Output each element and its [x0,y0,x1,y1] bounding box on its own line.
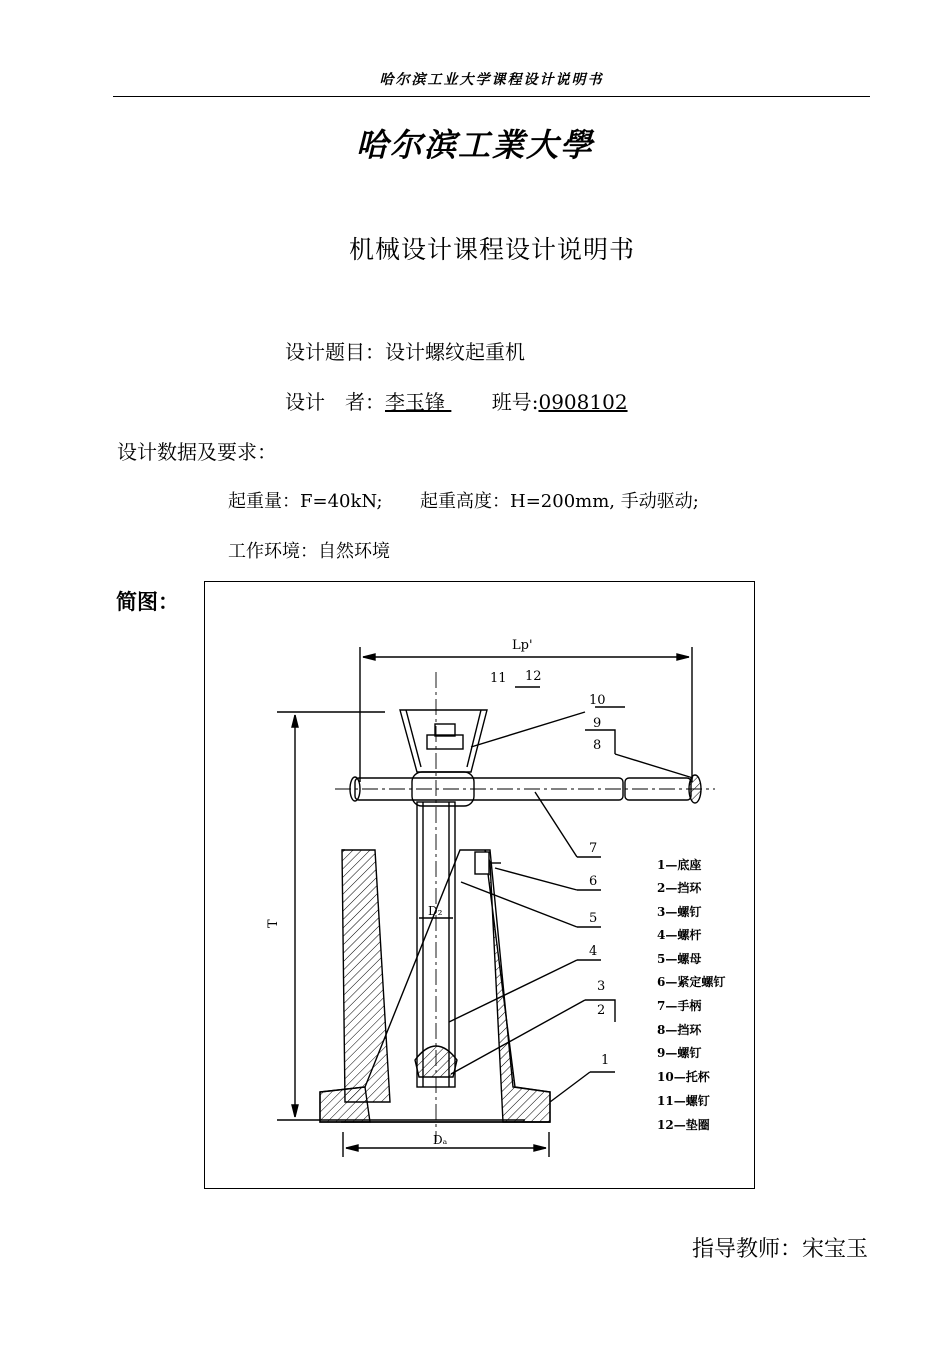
figure-label: 简图： [116,589,179,614]
callout-4: 4 [589,944,598,959]
callout-12: 12 [525,669,542,684]
callout-2: 2 [597,1003,606,1018]
callout-8: 8 [593,738,602,753]
legend-item-2: 2—挡环 [657,881,702,895]
drive-value: 手动驱动; [620,491,699,512]
callout-9: 9 [593,716,602,731]
class-label: 班号: [491,390,539,414]
topic-value: 设计螺纹起重机 [385,340,525,364]
env-label: 工作环境： [228,541,318,562]
running-header [113,66,870,97]
height-value: H=200mm, [510,491,616,512]
callout-7: 7 [589,841,598,856]
load-label: 起重量： [228,491,300,512]
callout-1: 1 [601,1053,610,1068]
university-name: 哈尔滨工業大學 [355,126,594,164]
callout-11: 11 [490,671,507,686]
callout-6: 6 [589,874,598,889]
legend-item-10: 10—托杯 [657,1070,710,1084]
dim-d2-label: D₂ [428,904,443,918]
screw-jack-drawing [205,582,756,1190]
load-height-line [228,487,699,513]
advisor-label: 指导教师： [691,1237,802,1262]
env-value: 自然环境 [318,541,390,562]
advisor-line [692,1232,868,1263]
class-value: 0908102 [538,390,628,414]
requirements-heading: 设计数据及要求： [117,440,277,464]
legend-item-4: 4—螺杆 [657,928,702,942]
designer-label: 设计 者： [285,390,385,414]
topic-line [285,336,525,365]
document-title: 机械设计课程设计说明书 [348,235,635,264]
legend-item-1: 1—底座 [657,858,702,872]
advisor-name: 宋宝玉 [801,1237,868,1262]
legend-item-7: 7—手柄 [657,999,702,1013]
legend-item-9: 9—螺钉 [657,1046,702,1060]
legend-item-6: 6—紧定螺钉 [657,975,726,989]
callout-5: 5 [589,911,598,926]
topic-label: 设计题目： [285,340,385,364]
callout-3: 3 [597,979,606,994]
dim-height-label: T [266,919,281,928]
legend-item-8: 8—挡环 [657,1023,702,1037]
dim-lp-label: Lp' [512,638,533,653]
height-label: 起重高度： [420,491,511,512]
load-value: F=40kN; [300,491,383,512]
designer-name: 李玉锋 [385,390,452,414]
legend-item-12: 12—垫圈 [657,1118,710,1132]
legend-item-3: 3—螺钉 [657,905,702,919]
legend-item-11: 11—螺钉 [657,1094,710,1108]
legend-item-5: 5—螺母 [657,952,702,966]
designer-line [285,386,628,415]
callout-10: 10 [589,693,606,708]
environment-line [228,537,390,563]
dim-da-label: Dₐ [433,1133,448,1147]
figure-frame [204,581,755,1189]
running-title: 哈尔滨工业大学课程设计说明书 [379,72,604,88]
